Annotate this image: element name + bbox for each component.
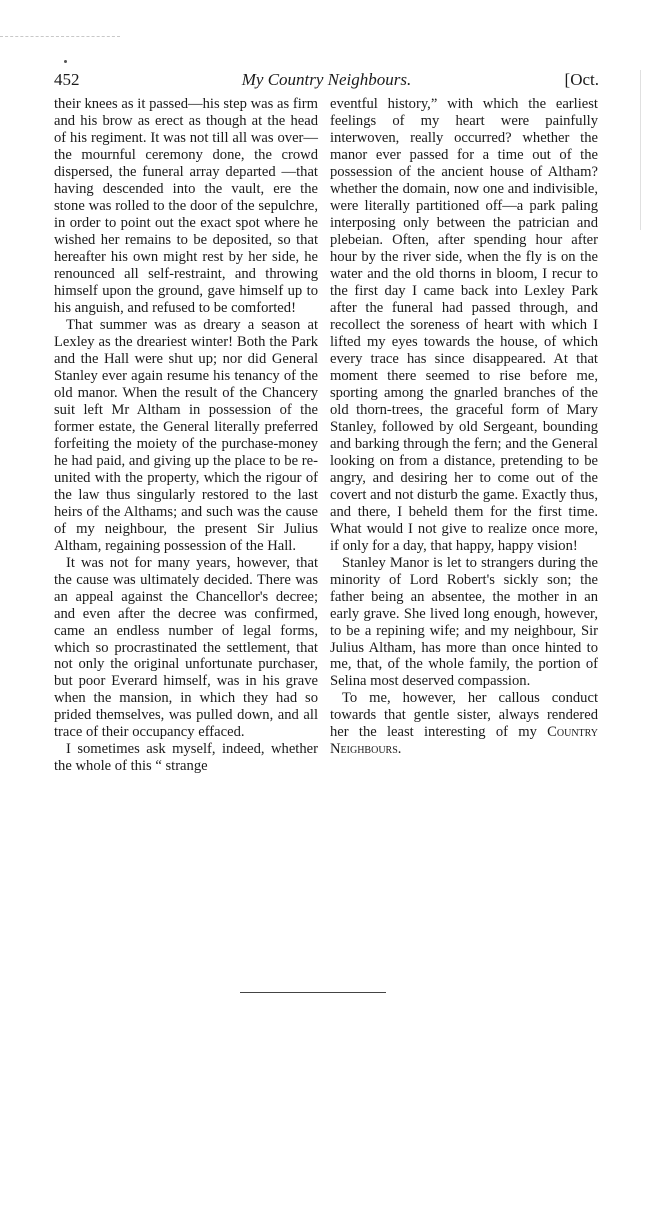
page-number: 452 xyxy=(54,70,80,89)
small-caps-title: Country Neighbours. xyxy=(330,724,599,758)
paragraph xyxy=(330,690,598,758)
paragraph: It was not for many years, however, that the cause was ultimately decided. There was an appeal against the Chancellor's decree; and even after the decree was confirmed, came an endless number of legal forms, which so procrastinated the settlement, that not only the original unfortunate purchaser, but poor Everard himself, was in his grave when the mansion, in which they had so prided themselves, was pulled down, and all trace of their occupancy effaced. xyxy=(54,554,318,741)
page-edge-shadow xyxy=(640,70,641,230)
paragraph-text: To me, however, her callous conduct towards that gentle sister, always rendered her the least interesting of my xyxy=(330,690,598,741)
paragraph: That summer was as dreary a season at Lexley as the dreariest winter! Both the Park and the Hall were shut up; nor did General Stanley ever again resume his tenancy of the old manor. When the result of the Chancery suit left Mr Altham in possession of the former estate, the General literally preferred forfeiting the moiety of the purchase-money he had paid, and giving up the place to be re-united with the property, which the rigour of the law thus singularly restored to the last heirs of the Althams; and such was the cause of my neighbour, the present Sir Julius Altham, regaining possession of the Hall. xyxy=(54,316,318,554)
paragraph: their knees as it passed—his step was as firm and his brow as erect as though at the head of his regiment. It was not till all was over—the mournful ceremony done, the crowd dispersed, the funeral array departed —that having descended into the vault, ere the stone was rolled to the door of the sepulchre, in order to point out the exact spot where he wished her remains to be deposited, so that hereafter his own might rest by her side, he renounced all self-restraint, and throwing himself upon the ground, gave himself up to his anguish, and refused to be comforted! xyxy=(54,96,318,316)
running-header xyxy=(54,70,599,94)
month-label: [Oct. xyxy=(564,70,599,89)
paragraph: Stanley Manor is let to strangers during the minority of Lord Robert's sickly son; the father being an absentee, the mother in an early grave. She lived long enough, however, to be a repining wife; and my neighbour, Sir Julius Altham, has more than once hinted to me, that, of the whole family, the portion of Selina most deserved compassion. xyxy=(330,554,598,690)
left-column xyxy=(54,96,318,775)
paragraph: I sometimes ask myself, indeed, whether the whole of this “ strange xyxy=(54,741,318,775)
right-column xyxy=(330,96,598,758)
end-rule xyxy=(240,992,386,993)
print-speck xyxy=(64,60,67,63)
scan-edge-line xyxy=(0,36,120,37)
running-title: My Country Neighbours. xyxy=(241,70,412,89)
paragraph: eventful history,” with which the earliest feelings of my heart were painfully interwoven, really occurred? whether the manor ever passed for a time out of the possession of the ancient house of Altham? whether the domain, now one and indivisible, were literally partitioned off—a park paling interposing only between the patrician and plebeian. Often, after spending hour after hour by the river side, when the fly is on the water and the old thorns in bloom, I recur to the first day I came back into Lexley Park after the funeral had passed through, and recollect the soreness of heart with which I lifted my eyes towards the house, of which every trace has since disappeared. At that moment there seemed to rise before me, sporting among the gnarled branches of the old thorn-trees, the graceful form of Mary Stanley, followed by old Sergeant, bounding and barking through the fern; and the General looking on from a distance, pretending to be angry, and desiring her to come out of the covert and not disturb the game. Exactly thus, and there, I beheld them for the first time. What would I not give to realize once more, if only for a day, that happy, happy vision! xyxy=(330,96,598,554)
